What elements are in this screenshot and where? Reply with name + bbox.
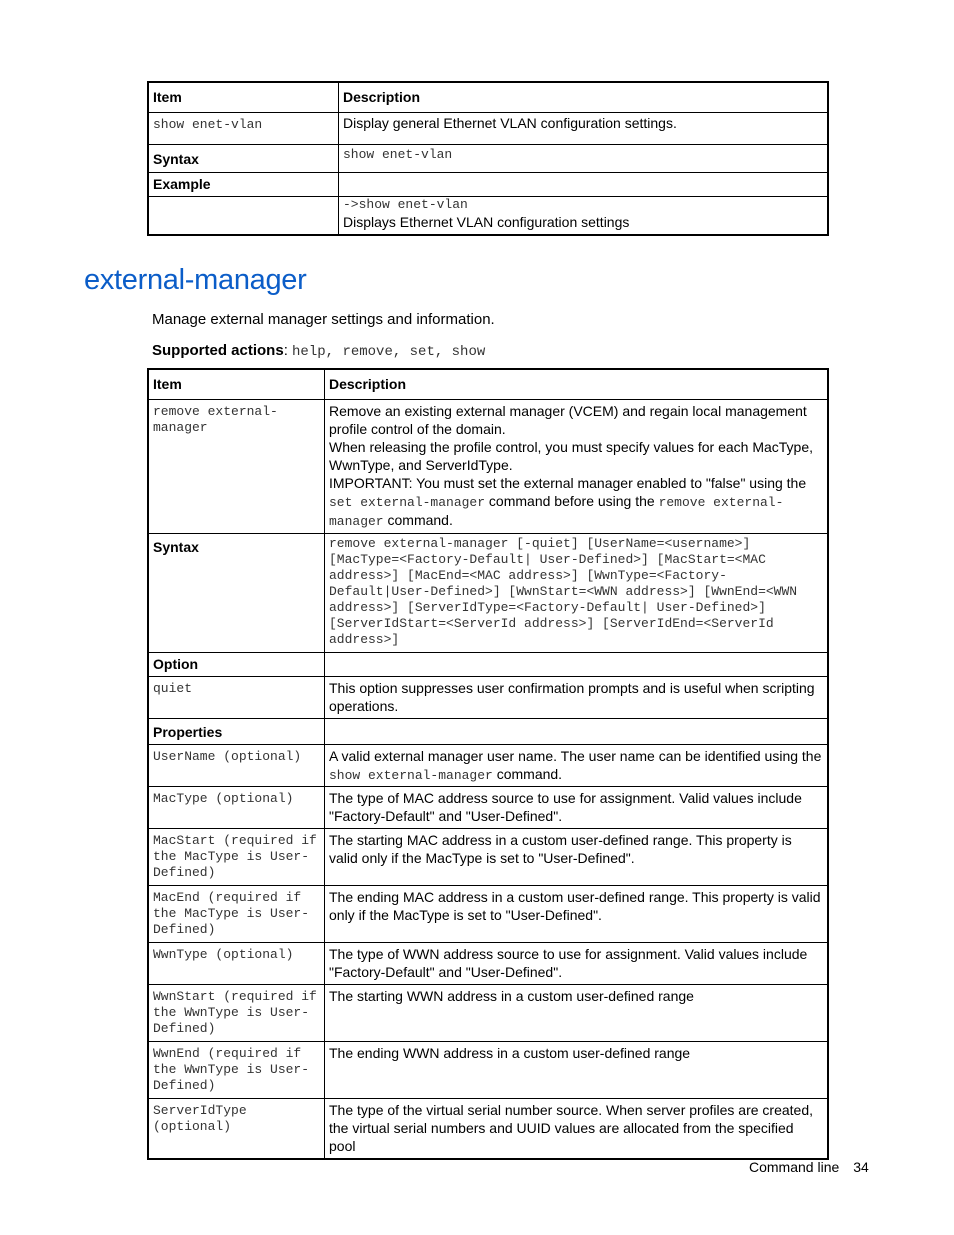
supported-actions: [152, 342, 485, 360]
syntax-value: show enet-vlan: [339, 145, 829, 173]
actions-separator: :: [283, 342, 293, 359]
section-intro: Manage external manager settings and information.: [152, 311, 495, 328]
remove-desc-1: Remove an existing external manager (VCEM) and regain local management profile control of the domain.: [329, 403, 807, 437]
option-label: Option: [148, 653, 325, 677]
external-manager-table: [147, 368, 829, 1160]
property-name: WwnStart (required if the WwnType is User-Defined): [148, 985, 325, 1042]
header-item: Item: [148, 82, 339, 113]
actions-value: help, remove, set, show: [292, 344, 486, 360]
empty-cell: [325, 719, 829, 745]
empty-cell: [325, 653, 829, 677]
remove-description: [325, 400, 829, 534]
page-footer: [749, 1159, 869, 1175]
username-desc-text-2: command.: [492, 766, 563, 782]
table-row: [148, 829, 828, 886]
property-description: The ending WWN address in a custom user-defined range: [325, 1042, 829, 1099]
example-description: Displays Ethernet VLAN configuration settings: [343, 214, 630, 230]
table-row: [148, 145, 828, 173]
table-row: [148, 719, 828, 745]
username-description: [325, 745, 829, 787]
table-row: [148, 1042, 828, 1099]
property-name: WwnEnd (required if the WwnType is User-Defined): [148, 1042, 325, 1099]
empty-cell: [339, 173, 829, 197]
important-text-3: command.: [383, 512, 453, 528]
header-description: Description: [339, 82, 829, 113]
page-number: 34: [853, 1159, 869, 1175]
properties-label: Properties: [148, 719, 325, 745]
table-row: [148, 745, 828, 787]
table-header-row: [148, 82, 828, 113]
table-row: [148, 886, 828, 943]
enet-vlan-table: [147, 81, 829, 236]
table-row: [148, 985, 828, 1042]
table-row: [148, 787, 828, 829]
table-header-row: [148, 369, 828, 400]
example-label: Example: [148, 173, 339, 197]
section-title: external-manager: [84, 264, 307, 296]
example-command: ->show enet-vlan: [343, 197, 468, 212]
property-description: The starting WWN address in a custom user-defined range: [325, 985, 829, 1042]
syntax-value: remove external-manager [-quiet] [UserName=<username>] [MacType=<Factory-Default| User-Defined>] [MacStart=<MAC address>] [MacEnd=<MAC address>] [WwnType=<Factory-Default|User-Defined>] [WwnStart=<WWN address>] [WwnEnd=<WWN address>] [ServerIdType=<Factory-Default| User-Defined>] [ServerIdStart=<ServerId address>] [ServerIdEnd=<ServerId address>]: [325, 534, 829, 653]
property-name: MacEnd (required if the MacType is User-Defined): [148, 886, 325, 943]
property-name: MacStart (required if the MacType is User-Defined): [148, 829, 325, 886]
property-description: The starting MAC address in a custom user-defined range. This property is valid only if the MacType is set to "User-Defined".: [325, 829, 829, 886]
table-row: [148, 400, 828, 534]
property-description: The ending MAC address in a custom user-defined range. This property is valid only if the MacType is set to "User-Defined".: [325, 886, 829, 943]
table-row: [148, 943, 828, 985]
remove-desc-3: [329, 474, 823, 530]
remove-desc-2: When releasing the profile control, you must specify values for each MacType, WwnType, and ServerIdType.: [329, 439, 814, 473]
table-row: [148, 1099, 828, 1160]
property-description: The type of WWN address source to use for assignment. Valid values include "Factory-Default" and "User-Defined".: [325, 943, 829, 985]
example-cell: [339, 197, 829, 236]
remove-command: remove external-manager: [329, 495, 784, 529]
table-row: [148, 197, 828, 236]
property-name: WwnType (optional): [148, 943, 325, 985]
quiet-item: quiet: [148, 677, 325, 719]
property-description: The type of MAC address source to use for assignment. Valid values include "Factory-Default" and "User-Defined".: [325, 787, 829, 829]
header-description: Description: [325, 369, 829, 400]
syntax-label: Syntax: [148, 145, 339, 173]
command-cell: show enet-vlan: [148, 113, 339, 145]
property-description: The type of the virtual serial number source. When server profiles are created, the virtual serial numbers and UUID values are allocated from the specified pool: [325, 1099, 829, 1160]
table-row: [148, 534, 828, 653]
important-text-2: command before using the: [485, 493, 659, 509]
username-desc-text: A valid external manager user name. The user name can be identified using the: [329, 748, 822, 764]
property-name: ServerIdType (optional): [148, 1099, 325, 1160]
quiet-description: This option suppresses user confirmation prompts and is useful when scripting operations.: [325, 677, 829, 719]
property-rows: [148, 787, 828, 1160]
table-row: [148, 113, 828, 145]
table-row: [148, 173, 828, 197]
command-description: Display general Ethernet VLAN configuration settings.: [339, 113, 829, 145]
table-row: [148, 677, 828, 719]
actions-label: Supported actions: [152, 342, 284, 359]
header-item: Item: [148, 369, 325, 400]
show-command: show external-manager: [329, 768, 493, 783]
syntax-label: Syntax: [148, 534, 325, 653]
important-text: IMPORTANT: You must set the external manager enabled to "false" using the: [329, 475, 807, 491]
table-row: [148, 653, 828, 677]
footer-section: Command line: [749, 1159, 840, 1175]
property-name: MacType (optional): [148, 787, 325, 829]
username-item: UserName (optional): [148, 745, 325, 787]
set-command: set external-manager: [329, 495, 486, 510]
empty-cell: [148, 197, 339, 236]
remove-item: remove external-manager: [148, 400, 325, 534]
